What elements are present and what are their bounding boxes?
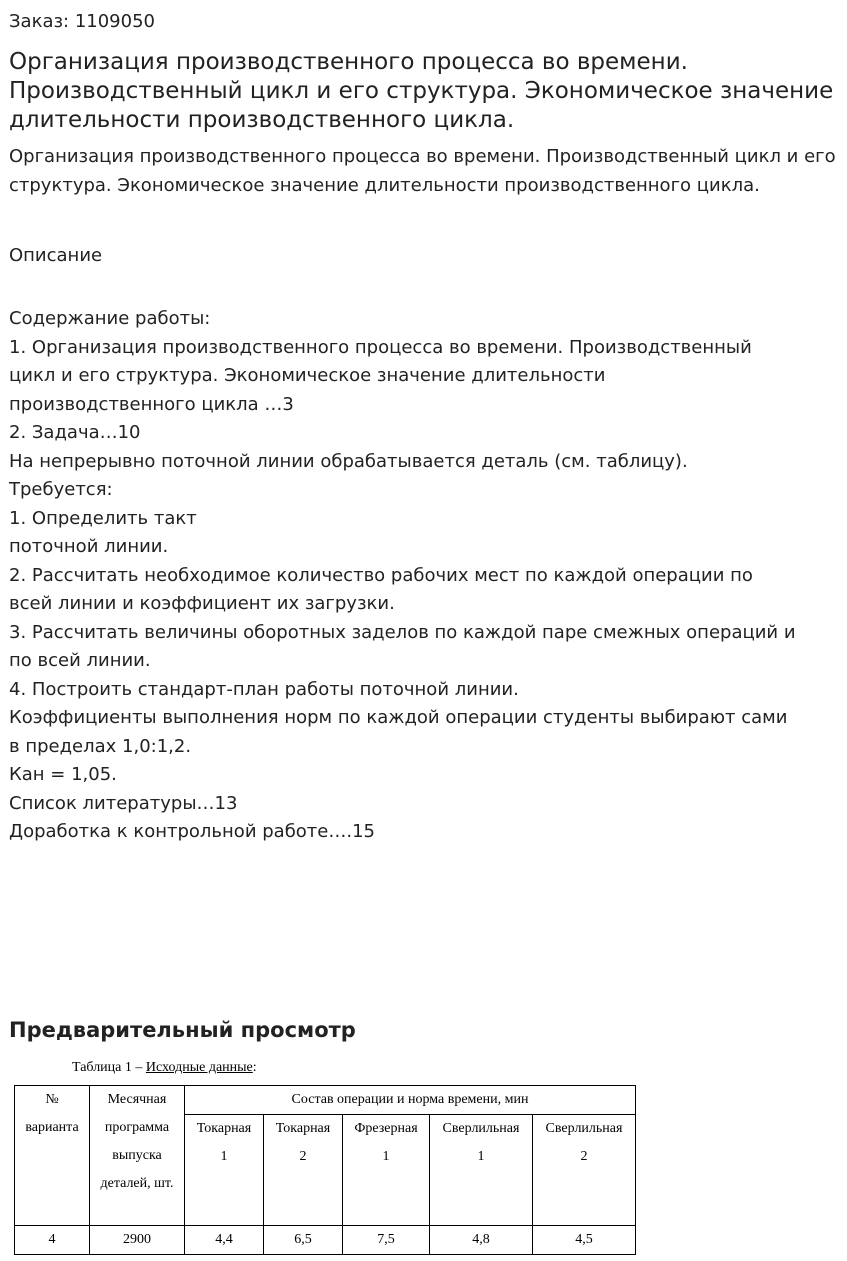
content-line: поточной линии.: [9, 536, 169, 557]
table-caption-suffix: :: [252, 1060, 257, 1075]
content-line: Доработка к контрольной работе….15: [9, 821, 375, 842]
content-line: 3. Рассчитать величины оборотных заделов по каждой паре смежных операций и: [9, 621, 796, 643]
content-line: производственного цикла …3: [9, 393, 294, 415]
content-line: На непрерывно поточной линии обрабатывается деталь (см. таблицу).: [9, 450, 688, 472]
cell-value: 6,5: [264, 1226, 343, 1255]
order-number: Заказ: 1109050: [9, 11, 155, 32]
table-row: [15, 1226, 636, 1255]
cell-value: 4,5: [533, 1226, 636, 1255]
content-line: Коэффициенты выполнения норм по каждой операции студенты выбирают сами: [9, 707, 788, 728]
operation-name: Сверлильная: [442, 1121, 520, 1136]
content-line: по всей линии.: [9, 650, 151, 671]
content-line: 1. Организация производственного процесса во времени. Производственный: [9, 336, 752, 358]
content-line: Кан = 1,05.: [9, 764, 117, 785]
content-line: цикл и его структура. Экономическое значение длительности: [9, 365, 606, 386]
header-operation: [185, 1115, 264, 1226]
cell-program: 2900: [90, 1226, 185, 1255]
header-operation: [533, 1115, 636, 1226]
description-heading: Описание: [9, 245, 103, 266]
header-operation: [430, 1115, 533, 1226]
operation-number: 1: [477, 1149, 485, 1164]
page-title: Организация производственного процесса во времени. Производственный цикл и его структура. Экономическое значение длительности производственного цикла.: [9, 49, 834, 133]
content-line: в пределах 1,0:1,2.: [9, 735, 192, 757]
header-variant: № варианта: [15, 1086, 90, 1226]
cell-value: 4,4: [185, 1226, 264, 1255]
operation-name: Токарная: [275, 1121, 331, 1136]
content-line: Содержание работы:: [9, 308, 211, 329]
header-operations-group: Состав операции и норма времени, мин: [185, 1086, 636, 1115]
page-subtitle: Организация производственного процесса во времени. Производственный цикл и его структура. Экономическое значение длительности производственного цикла.: [9, 146, 836, 196]
operation-name: Фрезерная: [354, 1121, 418, 1136]
content-line: Требуется:: [9, 479, 113, 500]
operation-name: Токарная: [196, 1121, 252, 1136]
header-operation: [264, 1115, 343, 1226]
content-line: 1. Определить такт: [9, 507, 197, 529]
cell-value: 4,8: [430, 1226, 533, 1255]
operation-number: 2: [299, 1149, 307, 1164]
header-program: Месячная программа выпуска деталей, шт.: [90, 1086, 185, 1226]
operation-number: 2: [580, 1149, 588, 1164]
content-line: 2. Рассчитать необходимое количество рабочих мест по каждой операции по: [9, 564, 753, 586]
table-caption-title: Исходные данные: [145, 1060, 253, 1075]
work-contents: [9, 305, 844, 847]
content-line: 4. Построить стандарт-план работы поточной линии.: [9, 678, 519, 700]
table-caption: [72, 1059, 257, 1077]
operation-number: 1: [382, 1149, 390, 1164]
source-data-table: [14, 1085, 636, 1255]
cell-variant: 4: [15, 1226, 90, 1255]
preview-heading: Предварительный просмотр: [9, 1018, 356, 1042]
cell-value: 7,5: [343, 1226, 430, 1255]
header-operation: [343, 1115, 430, 1226]
operation-name: Сверлильная: [545, 1121, 623, 1136]
content-line: Список литературы…13: [9, 792, 238, 814]
table-caption-prefix: Таблица 1 –: [72, 1060, 146, 1075]
operation-number: 1: [220, 1149, 228, 1164]
content-line: 2. Задача…10: [9, 422, 141, 443]
content-line: всей линии и коэффициент их загрузки.: [9, 593, 395, 614]
